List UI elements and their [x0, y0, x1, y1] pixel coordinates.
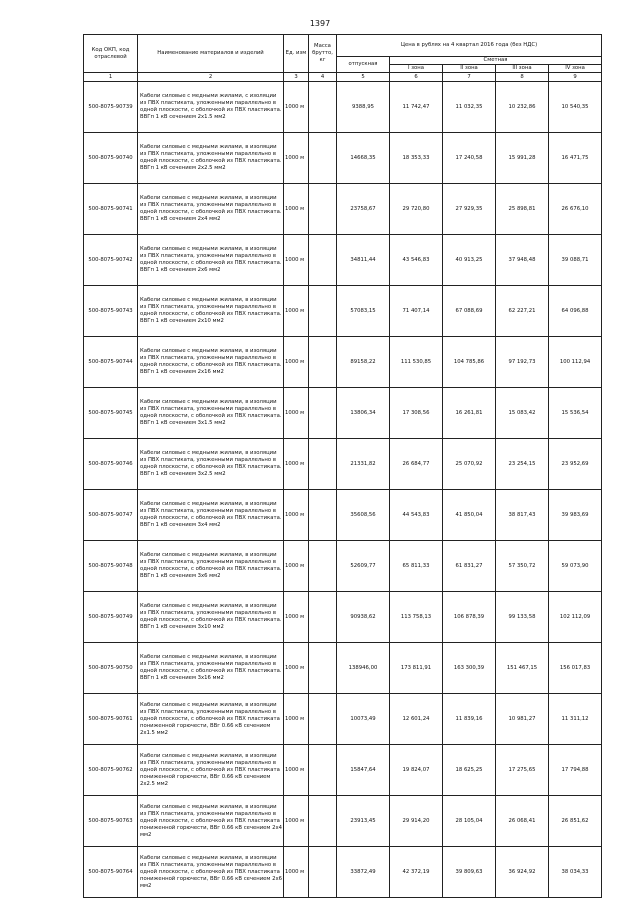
- row-code: 500-8075-90762: [84, 745, 138, 796]
- row-price-zone-4: 11 311,12: [549, 694, 602, 745]
- row-price-zone-3: 10 981,27: [496, 694, 549, 745]
- row-price-zone-2: 104 785,86: [443, 337, 496, 388]
- row-price-zone-4: 23 952,69: [549, 439, 602, 490]
- row-price-zone-3: 15 991,28: [496, 133, 549, 184]
- row-price-otpusknaya: 57083,15: [337, 286, 390, 337]
- table-row: [84, 541, 602, 592]
- header-mass: Масса брутто, кг: [309, 35, 337, 73]
- row-unit: 1000 м: [284, 592, 309, 643]
- header-unit: Ед. изм: [284, 35, 309, 73]
- row-mass: [309, 796, 337, 847]
- table-row: [84, 388, 602, 439]
- row-price-zone-1: 65 811,33: [390, 541, 443, 592]
- row-code: 500-8075-90745: [84, 388, 138, 439]
- row-code: 500-8075-90746: [84, 439, 138, 490]
- table-row: [84, 337, 602, 388]
- row-code: 500-8075-90739: [84, 82, 138, 133]
- table-row: [84, 235, 602, 286]
- price-table-body: [84, 82, 602, 898]
- row-code: 500-8075-90763: [84, 796, 138, 847]
- row-price-zone-1: 11 742,47: [390, 82, 443, 133]
- column-number: 7: [443, 73, 496, 82]
- row-unit: 1000 м: [284, 847, 309, 898]
- row-price-zone-2: 163 300,39: [443, 643, 496, 694]
- row-code: 500-8075-90750: [84, 643, 138, 694]
- row-name: Кабели силовые с медными жилами, в изоляции из ПВХ пластиката, уложенными параллельно в одной плоскости, с оболочкой из ПВХ пластиката. ВВГп 1 кВ сечением 3х1.5 мм2: [138, 388, 284, 439]
- row-code: 500-8075-90740: [84, 133, 138, 184]
- row-price-zone-2: 41 850,04: [443, 490, 496, 541]
- row-price-zone-3: 17 275,65: [496, 745, 549, 796]
- row-price-zone-2: 61 831,27: [443, 541, 496, 592]
- row-price-zone-4: 17 794,88: [549, 745, 602, 796]
- row-price-zone-4: 10 540,35: [549, 82, 602, 133]
- row-name: Кабели силовые с медными жилами, в изоляции из ПВХ пластиката, уложенными параллельно в одной плоскости, с оболочкой из ПВХ пластиката пониженной горючести, ВВг 0.66 кВ сечением 2х6 мм2: [138, 847, 284, 898]
- row-price-zone-3: 23 254,15: [496, 439, 549, 490]
- row-name: Кабели силовые с медными жилами, в изоляции из ПВХ пластиката, уложенными параллельно в одной плоскости, с оболочкой из ПВХ пластиката. ВВГп 1 кВ сечением 3х6 мм2: [138, 541, 284, 592]
- table-row: [84, 82, 602, 133]
- row-price-zone-1: 42 372,19: [390, 847, 443, 898]
- row-unit: 1000 м: [284, 643, 309, 694]
- row-price-zone-2: 27 929,35: [443, 184, 496, 235]
- row-unit: 1000 м: [284, 796, 309, 847]
- row-name: Кабели силовые с медными жилами, в изоляции из ПВХ пластиката, уложенными параллельно в одной плоскости, с оболочкой из ПВХ пластиката. ВВГп 1 кВ сечением 3х4 мм2: [138, 490, 284, 541]
- row-name: Кабели силовые с медными жилами, в изоляции из ПВХ пластиката, уложенными параллельно в одной плоскости, с оболочкой из ПВХ пластиката. ВВГп 1 кВ сечением 3х2.5 мм2: [138, 439, 284, 490]
- price-table: [83, 34, 602, 898]
- header-code: Код ОКП, код отраслевой: [84, 35, 138, 73]
- row-price-zone-3: 38 817,43: [496, 490, 549, 541]
- row-mass: [309, 439, 337, 490]
- row-mass: [309, 643, 337, 694]
- column-number: 3: [284, 73, 309, 82]
- table-row: [84, 490, 602, 541]
- row-price-zone-3: 99 133,58: [496, 592, 549, 643]
- row-price-otpusknaya: 34811,44: [337, 235, 390, 286]
- row-code: 500-8075-90747: [84, 490, 138, 541]
- row-price-zone-2: 67 088,69: [443, 286, 496, 337]
- header-name: Наименование материалов и изделий: [138, 35, 284, 73]
- row-unit: 1000 м: [284, 82, 309, 133]
- row-name: Кабели силовые с медными жилами, в изоляции из ПВХ пластиката, уложенными параллельно в одной плоскости, с оболочкой из ПВХ пластиката. ВВГп 1 кВ сечением 3х16 мм2: [138, 643, 284, 694]
- row-name: Кабели силовые с медными жилами, в изоляции из ПВХ пластиката, уложенными параллельно в одной плоскости, с оболочкой из ПВХ пластиката пониженной горючести, ВВг 0.66 кВ сечением 2х2.5 мм2: [138, 745, 284, 796]
- row-price-zone-1: 17 308,56: [390, 388, 443, 439]
- row-price-zone-3: 25 898,81: [496, 184, 549, 235]
- row-price-zone-2: 106 878,39: [443, 592, 496, 643]
- row-mass: [309, 592, 337, 643]
- row-unit: 1000 м: [284, 388, 309, 439]
- header-otpusknaya: отпускная: [337, 57, 390, 73]
- row-price-zone-4: 59 073,90: [549, 541, 602, 592]
- row-price-zone-1: 44 543,83: [390, 490, 443, 541]
- header-zone-3: III зона: [496, 65, 549, 73]
- row-price-zone-3: 15 083,42: [496, 388, 549, 439]
- row-price-otpusknaya: 9388,95: [337, 82, 390, 133]
- row-name: Кабели силовые с медными жилами, в изоляции из ПВХ пластиката, уложенными параллельно в одной плоскости, с оболочкой из ПВХ пластиката. ВВГп 1 кВ сечением 2х2.5 мм2: [138, 133, 284, 184]
- row-price-zone-3: 57 350,72: [496, 541, 549, 592]
- row-name: Кабели силовые с медными жилами, в изоляции из ПВХ пластиката, уложенными параллельно в одной плоскости, с оболочкой из ПВХ пластиката. ВВГп 1 кВ сечением 2х16 мм2: [138, 337, 284, 388]
- row-name: Кабели силовые с медными жилами, в изоляции из ПВХ пластиката, уложенными параллельно в одной плоскости, с оболочкой из ПВХ пластиката. ВВГп 1 кВ сечением 2х10 мм2: [138, 286, 284, 337]
- row-unit: 1000 м: [284, 286, 309, 337]
- row-price-zone-4: 38 034,33: [549, 847, 602, 898]
- row-price-otpusknaya: 89158,22: [337, 337, 390, 388]
- table-row: [84, 133, 602, 184]
- row-price-zone-1: 12 601,24: [390, 694, 443, 745]
- row-price-zone-2: 25 070,92: [443, 439, 496, 490]
- column-number: 8: [496, 73, 549, 82]
- row-price-zone-1: 71 407,14: [390, 286, 443, 337]
- row-price-zone-4: 15 536,54: [549, 388, 602, 439]
- row-price-zone-3: 36 924,92: [496, 847, 549, 898]
- row-code: 500-8075-90743: [84, 286, 138, 337]
- table-row: [84, 592, 602, 643]
- row-price-zone-4: 100 112,94: [549, 337, 602, 388]
- row-name: Кабели силовые с медными жилами, с изоляции из ПВХ пластиката, уложенными параллельно в одной плоскости, с оболочкой из ПВХ пластиката. ВВГп 1 кВ сечением 2х1.5 мм2: [138, 82, 284, 133]
- row-name: Кабели силовые с медными жилами, в изоляции из ПВХ пластиката, уложенными параллельно в одной плоскости, с оболочкой из ПВХ пластиката пониженной горючести, ВВг 0.66 кВ сечением 2х4 мм2: [138, 796, 284, 847]
- row-price-otpusknaya: 23913,45: [337, 796, 390, 847]
- row-price-zone-4: 156 017,83: [549, 643, 602, 694]
- header-zone-1: I зона: [390, 65, 443, 73]
- row-unit: 1000 м: [284, 184, 309, 235]
- row-unit: 1000 м: [284, 235, 309, 286]
- row-price-otpusknaya: 10073,49: [337, 694, 390, 745]
- row-price-zone-3: 37 948,48: [496, 235, 549, 286]
- row-price-zone-2: 28 105,04: [443, 796, 496, 847]
- row-price-zone-1: 19 824,07: [390, 745, 443, 796]
- row-price-zone-1: 26 684,77: [390, 439, 443, 490]
- row-price-otpusknaya: 52609,77: [337, 541, 390, 592]
- row-price-zone-2: 11 839,16: [443, 694, 496, 745]
- row-name: Кабели силовые с медными жилами, в изоляции из ПВХ пластиката, уложенными параллельно в одной плоскости, с оболочкой из ПВХ пластиката. ВВГп 1 кВ сечением 2х6 мм2: [138, 235, 284, 286]
- row-code: 500-8075-90749: [84, 592, 138, 643]
- row-price-zone-1: 43 546,83: [390, 235, 443, 286]
- table-row: [84, 694, 602, 745]
- column-number: 6: [390, 73, 443, 82]
- row-unit: 1000 м: [284, 439, 309, 490]
- column-number: 9: [549, 73, 602, 82]
- row-price-zone-3: 151 467,15: [496, 643, 549, 694]
- row-price-zone-2: 11 032,35: [443, 82, 496, 133]
- row-price-zone-4: 26 676,10: [549, 184, 602, 235]
- row-code: 500-8075-90744: [84, 337, 138, 388]
- header-zone-4: IV зона: [549, 65, 602, 73]
- row-mass: [309, 82, 337, 133]
- row-mass: [309, 745, 337, 796]
- row-name: Кабели силовые с медными жилами, в изоляции из ПВХ пластиката, уложенными параллельно в одной плоскости, с оболочкой из ПВХ пластиката. ВВГп 1 кВ сечением 3х10 мм2: [138, 592, 284, 643]
- row-code: 500-8075-90761: [84, 694, 138, 745]
- table-row: [84, 745, 602, 796]
- row-code: 500-8075-90764: [84, 847, 138, 898]
- row-price-otpusknaya: 90938,62: [337, 592, 390, 643]
- row-price-zone-4: 39 983,69: [549, 490, 602, 541]
- row-price-zone-3: 10 232,86: [496, 82, 549, 133]
- table-row: [84, 796, 602, 847]
- row-unit: 1000 м: [284, 694, 309, 745]
- row-price-zone-3: 97 192,73: [496, 337, 549, 388]
- row-price-otpusknaya: 33872,49: [337, 847, 390, 898]
- row-mass: [309, 847, 337, 898]
- row-price-otpusknaya: 23758,67: [337, 184, 390, 235]
- row-price-zone-2: 17 240,58: [443, 133, 496, 184]
- header-smetnaya: Сметная: [390, 57, 602, 65]
- row-price-zone-1: 111 530,85: [390, 337, 443, 388]
- row-price-zone-4: 64 096,88: [549, 286, 602, 337]
- table-row: [84, 184, 602, 235]
- row-mass: [309, 235, 337, 286]
- table-row: [84, 643, 602, 694]
- row-price-otpusknaya: 15847,64: [337, 745, 390, 796]
- row-price-zone-1: 29 720,80: [390, 184, 443, 235]
- row-price-zone-2: 16 261,81: [443, 388, 496, 439]
- table-row: [84, 847, 602, 898]
- row-mass: [309, 184, 337, 235]
- row-price-zone-1: 18 353,33: [390, 133, 443, 184]
- row-mass: [309, 337, 337, 388]
- row-price-zone-1: 113 758,13: [390, 592, 443, 643]
- table-row: [84, 286, 602, 337]
- row-unit: 1000 м: [284, 490, 309, 541]
- row-price-zone-4: 102 112,09: [549, 592, 602, 643]
- row-price-zone-4: 16 471,75: [549, 133, 602, 184]
- row-price-otpusknaya: 35608,56: [337, 490, 390, 541]
- row-unit: 1000 м: [284, 541, 309, 592]
- row-price-zone-2: 39 809,63: [443, 847, 496, 898]
- row-unit: 1000 м: [284, 133, 309, 184]
- column-number: 5: [337, 73, 390, 82]
- column-number: 4: [309, 73, 337, 82]
- row-price-zone-3: 62 227,21: [496, 286, 549, 337]
- row-unit: 1000 м: [284, 337, 309, 388]
- row-price-zone-2: 18 625,25: [443, 745, 496, 796]
- row-price-zone-1: 29 914,20: [390, 796, 443, 847]
- row-mass: [309, 286, 337, 337]
- row-price-zone-3: 26 068,41: [496, 796, 549, 847]
- row-code: 500-8075-90741: [84, 184, 138, 235]
- row-price-zone-4: 39 088,71: [549, 235, 602, 286]
- row-mass: [309, 490, 337, 541]
- row-price-otpusknaya: 21331,82: [337, 439, 390, 490]
- row-name: Кабели силовые с медными жилами, в изоляции из ПВХ пластиката, уложенными параллельно в одной плоскости, с оболочкой из ПВХ пластиката. ВВГп 1 кВ сечением 2х4 мм2: [138, 184, 284, 235]
- row-mass: [309, 541, 337, 592]
- row-code: 500-8075-90748: [84, 541, 138, 592]
- row-mass: [309, 133, 337, 184]
- row-mass: [309, 388, 337, 439]
- page-number: 1397: [309, 19, 331, 28]
- row-price-zone-2: 40 913,25: [443, 235, 496, 286]
- row-price-otpusknaya: 138946,00: [337, 643, 390, 694]
- row-price-otpusknaya: 14668,35: [337, 133, 390, 184]
- table-row: [84, 439, 602, 490]
- row-price-zone-1: 173 811,91: [390, 643, 443, 694]
- row-code: 500-8075-90742: [84, 235, 138, 286]
- row-name: Кабели силовые с медными жилами, в изоляции из ПВХ пластиката, уложенными параллельно в одной плоскости, с оболочкой из ПВХ пластиката пониженной горючести, ВВг 0.66 кВ сечением 2х1.5 мм2: [138, 694, 284, 745]
- header-zone-2: II зона: [443, 65, 496, 73]
- row-price-zone-4: 26 851,62: [549, 796, 602, 847]
- row-mass: [309, 694, 337, 745]
- column-number: 1: [84, 73, 138, 82]
- row-price-otpusknaya: 13806,34: [337, 388, 390, 439]
- column-number: 2: [138, 73, 284, 82]
- header-price-group: Цена в рублях на 4 квартал 2016 года (без НДС): [337, 35, 602, 57]
- row-unit: 1000 м: [284, 745, 309, 796]
